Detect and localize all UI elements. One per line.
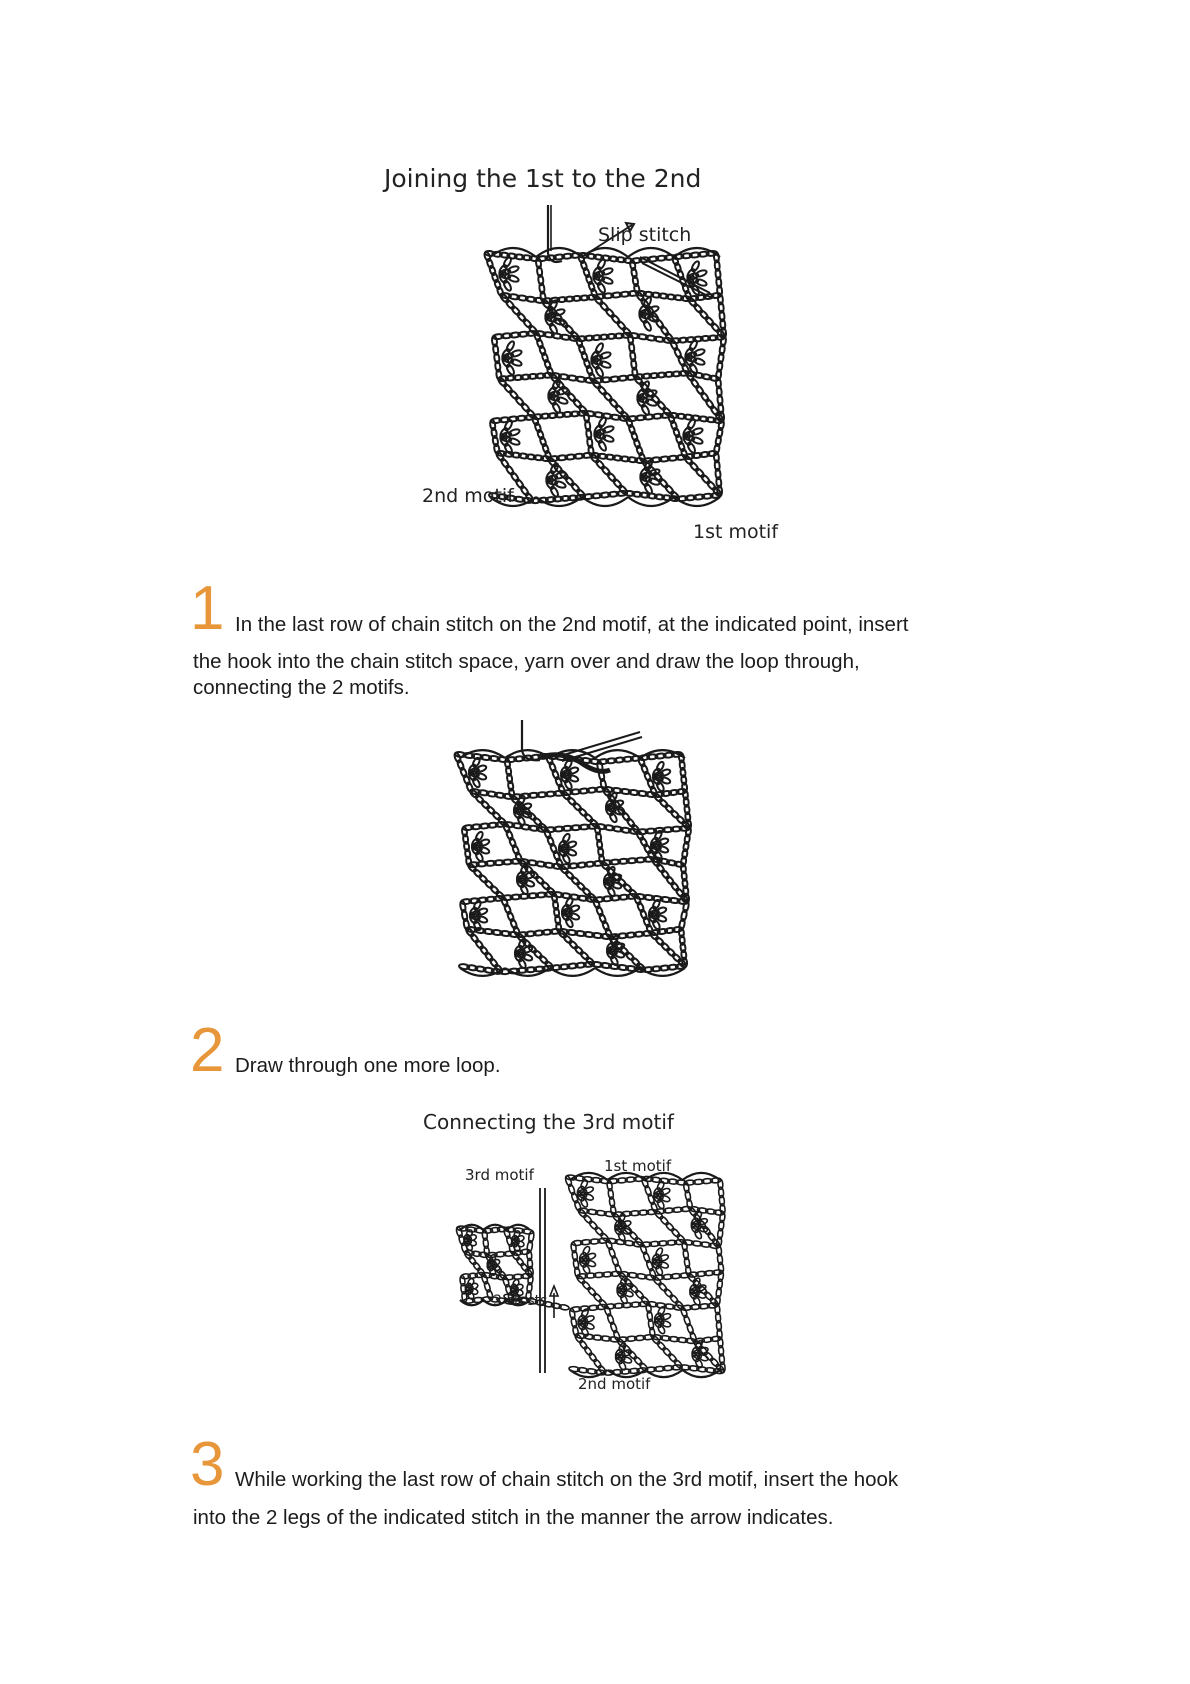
figure-3-label-3rd-motif: 3rd motif	[465, 1166, 534, 1184]
step-1-text-line-1: In the last row of chain stitch on the 2nd motif, at the indicated point, insert	[235, 613, 909, 636]
figure-1-label-1st-motif: 1st motif	[693, 521, 779, 543]
figure-1-title: Joining the 1st to the 2nd	[384, 164, 702, 193]
figure-3-title: Connecting the 3rd motif	[423, 1110, 674, 1134]
figure-1-lace-illustration	[490, 205, 780, 525]
figure-2-lace-illustration	[460, 720, 705, 985]
figure-1-label-2nd-motif: 2nd motif	[422, 485, 514, 507]
step-2-text-line-1: Draw through one more loop.	[235, 1054, 501, 1077]
step-1-text-line-2: the hook into the chain stitch space, yarn over and draw the loop through,	[193, 650, 860, 673]
figure-3-lace-illustration	[460, 1168, 725, 1383]
step-1-number: 1	[190, 574, 225, 643]
step-3-text-line-1: While working the last row of chain stitch on the 3rd motif, insert the hook	[235, 1468, 899, 1491]
figure-3-label-1st-motif: 1st motif	[604, 1157, 672, 1175]
step-3-number: 3	[190, 1430, 225, 1499]
figure-3-label-3-ch-sts: 3 ch sts	[493, 1293, 548, 1309]
step-1-text-line-3: connecting the 2 motifs.	[193, 676, 410, 699]
figure-3-label-2nd-motif: 2nd motif	[578, 1375, 651, 1393]
figure-1-label-slip-stitch: Slip stitch	[598, 224, 692, 246]
step-2-number: 2	[190, 1016, 225, 1085]
step-3-text-line-2: into the 2 legs of the indicated stitch in the manner the arrow indicates.	[193, 1506, 834, 1529]
